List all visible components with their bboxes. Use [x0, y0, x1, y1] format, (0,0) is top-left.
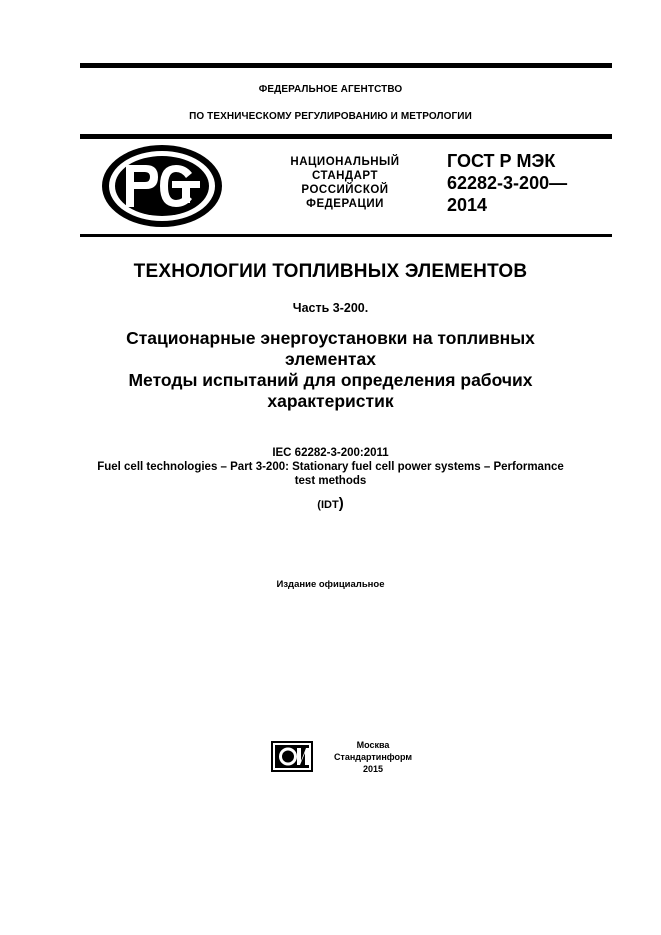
- document-part: Часть 3-200.: [292, 301, 369, 315]
- standard-type-line: НАЦИОНАЛЬНЫЙ: [290, 156, 400, 168]
- imprint: [318, 739, 428, 775]
- standard-number: [447, 150, 612, 216]
- standard-type-line: ФЕДЕРАЦИИ: [306, 198, 384, 210]
- international-reference: [0, 446, 661, 488]
- subtitle-line: Методы испытаний для определения рабочих: [128, 370, 533, 390]
- equivalence-degree: [0, 495, 661, 512]
- imprint-city: Москва: [356, 740, 390, 750]
- standard-number-line: 62282-3-200—: [447, 173, 568, 193]
- iec-code: IEC 62282-3-200:2011: [272, 447, 389, 459]
- bottom-header-rule: [80, 234, 612, 237]
- subtitle-line: Стационарные энергоустановки на топливных: [126, 328, 535, 348]
- document-title: ТЕХНОЛОГИИ ТОПЛИВНЫХ ЭЛЕМЕНТОВ: [133, 261, 528, 282]
- imprint-publisher: Стандартинформ: [333, 752, 413, 762]
- header-rule: [80, 134, 612, 139]
- agency-line-1: ФЕДЕРАЛЬНОЕ АГЕНТСТВО: [258, 84, 403, 95]
- subtitle-line: элементах: [285, 349, 376, 369]
- standard-type-line: СТАНДАРТ: [312, 170, 378, 182]
- standard-number-line: ГОСТ Р МЭК: [447, 151, 556, 171]
- iec-title-line: test methods: [294, 475, 367, 487]
- equivalence-text: (IDT: [317, 499, 339, 511]
- top-rule: [80, 63, 612, 68]
- rst-emblem-icon: [100, 143, 224, 229]
- imprint-year: 2015: [362, 764, 384, 774]
- standard-type-line: РОССИЙСКОЙ: [301, 184, 389, 196]
- standard-number-line: 2014: [447, 195, 488, 215]
- edition-label: Издание официальное: [276, 579, 385, 590]
- iec-title-line: Fuel cell technologies – Part 3-200: Stationary fuel cell power systems – Performance: [97, 461, 564, 473]
- document-subtitle: [0, 328, 661, 412]
- standartinform-logo-icon: [271, 741, 313, 772]
- standard-type: [275, 155, 415, 211]
- subtitle-line: характеристик: [267, 391, 394, 411]
- equivalence-paren: ): [338, 495, 344, 512]
- agency-line-2: ПО ТЕХНИЧЕСКОМУ РЕГУЛИРОВАНИЮ И МЕТРОЛОГИИ: [189, 111, 472, 122]
